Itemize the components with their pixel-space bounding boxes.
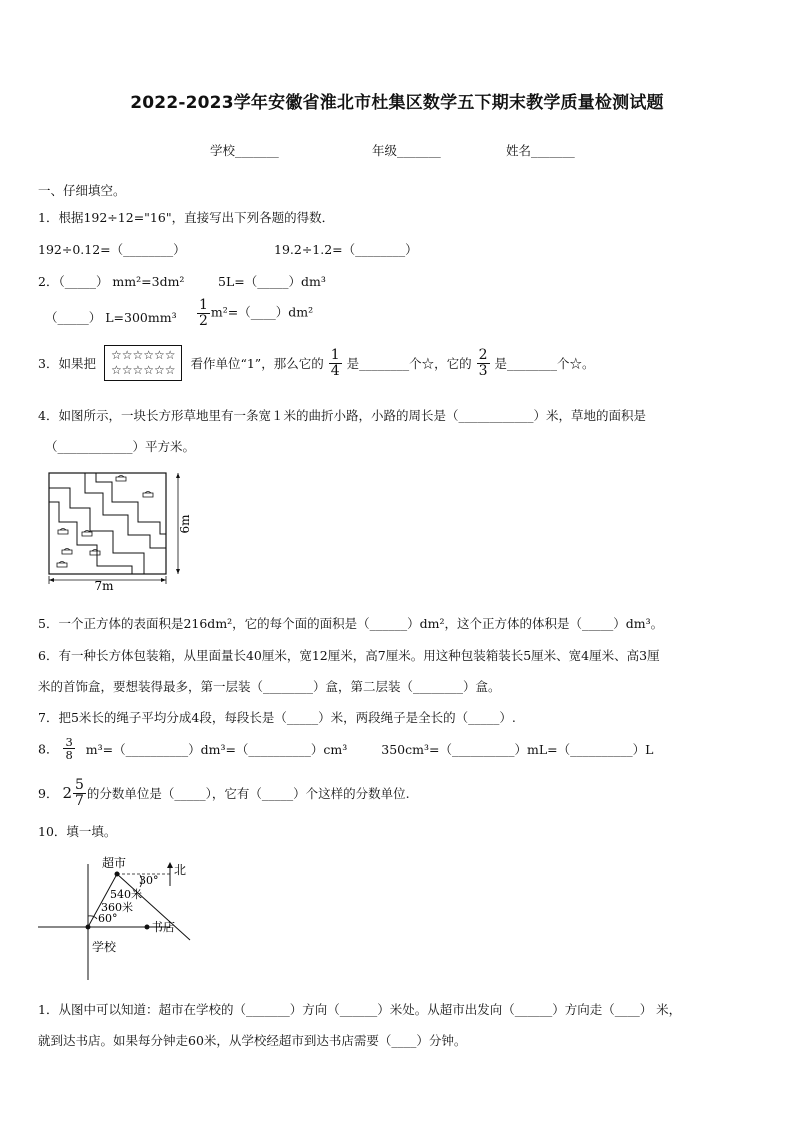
question-10-1-line2: 就到达书店。如果每分钟走60米，从学校经超市到达书店需要（____）分钟。: [38, 1033, 467, 1048]
question-9: 9． 2 $\frac{5}{7}$ 的分数单位是（_____），它有（_____）个这样的分数单位.: [38, 777, 410, 809]
lawn-path-figure: [40, 466, 190, 596]
question-4-line1: 4．如图所示，一块长方形草地里有一条宽１米的曲折小路，小路的周长是（____________）米，草地的面积是: [38, 408, 646, 423]
direction-map: [30, 850, 220, 985]
angle-30-label: 30°: [139, 874, 159, 887]
question-6-line2: 米的首饰盒，要想装得最多，第一层装（________）盒，第二层装（________）盒。: [38, 679, 501, 694]
height-label: 6m: [178, 514, 192, 534]
question-7: 7．把5米长的绳子平均分成4段，每段长是（_____）米，两段绳子是全长的（_____）.: [38, 710, 516, 725]
distance-540-label: 540米: [110, 888, 142, 901]
question-10-1-line1: 1．从图中可以知道：超市在学校的（_______）方向（______）米处。从超市出发向（______）方向走（____） 米，: [38, 1002, 682, 1017]
fraction-five-sevenths: $\frac{5}{7}$: [74, 777, 84, 809]
question-5: 5．一个正方体的表面积是216dm²，它的每个面的面积是（______）dm²，这个正方体的体积是（_____）dm³。: [38, 616, 664, 631]
question-1: 1．根据192÷12="16"，直接写出下列各题的得数．: [38, 210, 335, 225]
q2-item-d[interactable]: $\frac{1}{2}$ m²=（____）dm²: [199, 297, 314, 329]
grade-field[interactable]: 年级_______: [372, 143, 441, 158]
angle-60-label: 60°: [98, 912, 118, 925]
question-4-line2: （____________）平方米。: [45, 439, 196, 454]
section-heading: 一、仔细填空。: [38, 183, 126, 198]
question-6-line1: 6．有一种长方体包装箱，从里面量长40厘米，宽12厘米，高7厘米。用这种包装箱装长5厘米、宽4厘米、高3厘: [38, 648, 660, 663]
page-title: 2022-2023学年安徽省淮北市杜集区数学五下期末教学质量检测试题: [130, 93, 664, 113]
fraction-three-eighths: $\frac{3}{8}$: [65, 735, 73, 763]
fraction-one-quarter: $\frac{1}{4}$: [330, 346, 340, 379]
fraction-two-thirds: $\frac{2}{3}$: [478, 346, 488, 379]
name-field[interactable]: 姓名_______: [506, 143, 575, 158]
supermarket-label: 超市: [102, 856, 127, 870]
q1-item-a[interactable]: 192÷0.12=（________）: [38, 242, 186, 257]
question-8: 8． $\frac{3}{8}$ m³=（__________）dm³=（__________）cm³ 350cm³=（__________）mL=（__________）L: [38, 735, 654, 763]
question-3: 3．如果把 ☆☆☆☆☆☆ ☆☆☆☆☆☆ 看作单位“1”，那么它的 $\frac{1}{4}$ 是________个☆，它的 $\frac{2}{3}$ 是________个☆。: [38, 345, 595, 381]
q1-item-b[interactable]: 19.2÷1.2=（________）: [274, 242, 418, 257]
distance-360-label: 360米: [101, 901, 133, 914]
star-box: ☆☆☆☆☆☆ ☆☆☆☆☆☆: [104, 345, 183, 381]
q2-item-b[interactable]: 5L=（_____）dm³: [218, 274, 326, 289]
school-field[interactable]: 学校_______: [210, 143, 279, 158]
width-label: 7m: [94, 579, 114, 593]
north-label: 北: [174, 863, 187, 877]
q2-item-a[interactable]: 2．（_____） mm²=3dm²: [38, 274, 185, 289]
q2-item-c[interactable]: （_____） L=300mm³: [45, 310, 177, 325]
fraction: $\frac{1}{2}$: [199, 297, 208, 329]
bookstore-label: 书店: [151, 920, 176, 934]
question-10: 10．填一填。: [38, 824, 117, 839]
school-label: 学校: [92, 940, 117, 954]
